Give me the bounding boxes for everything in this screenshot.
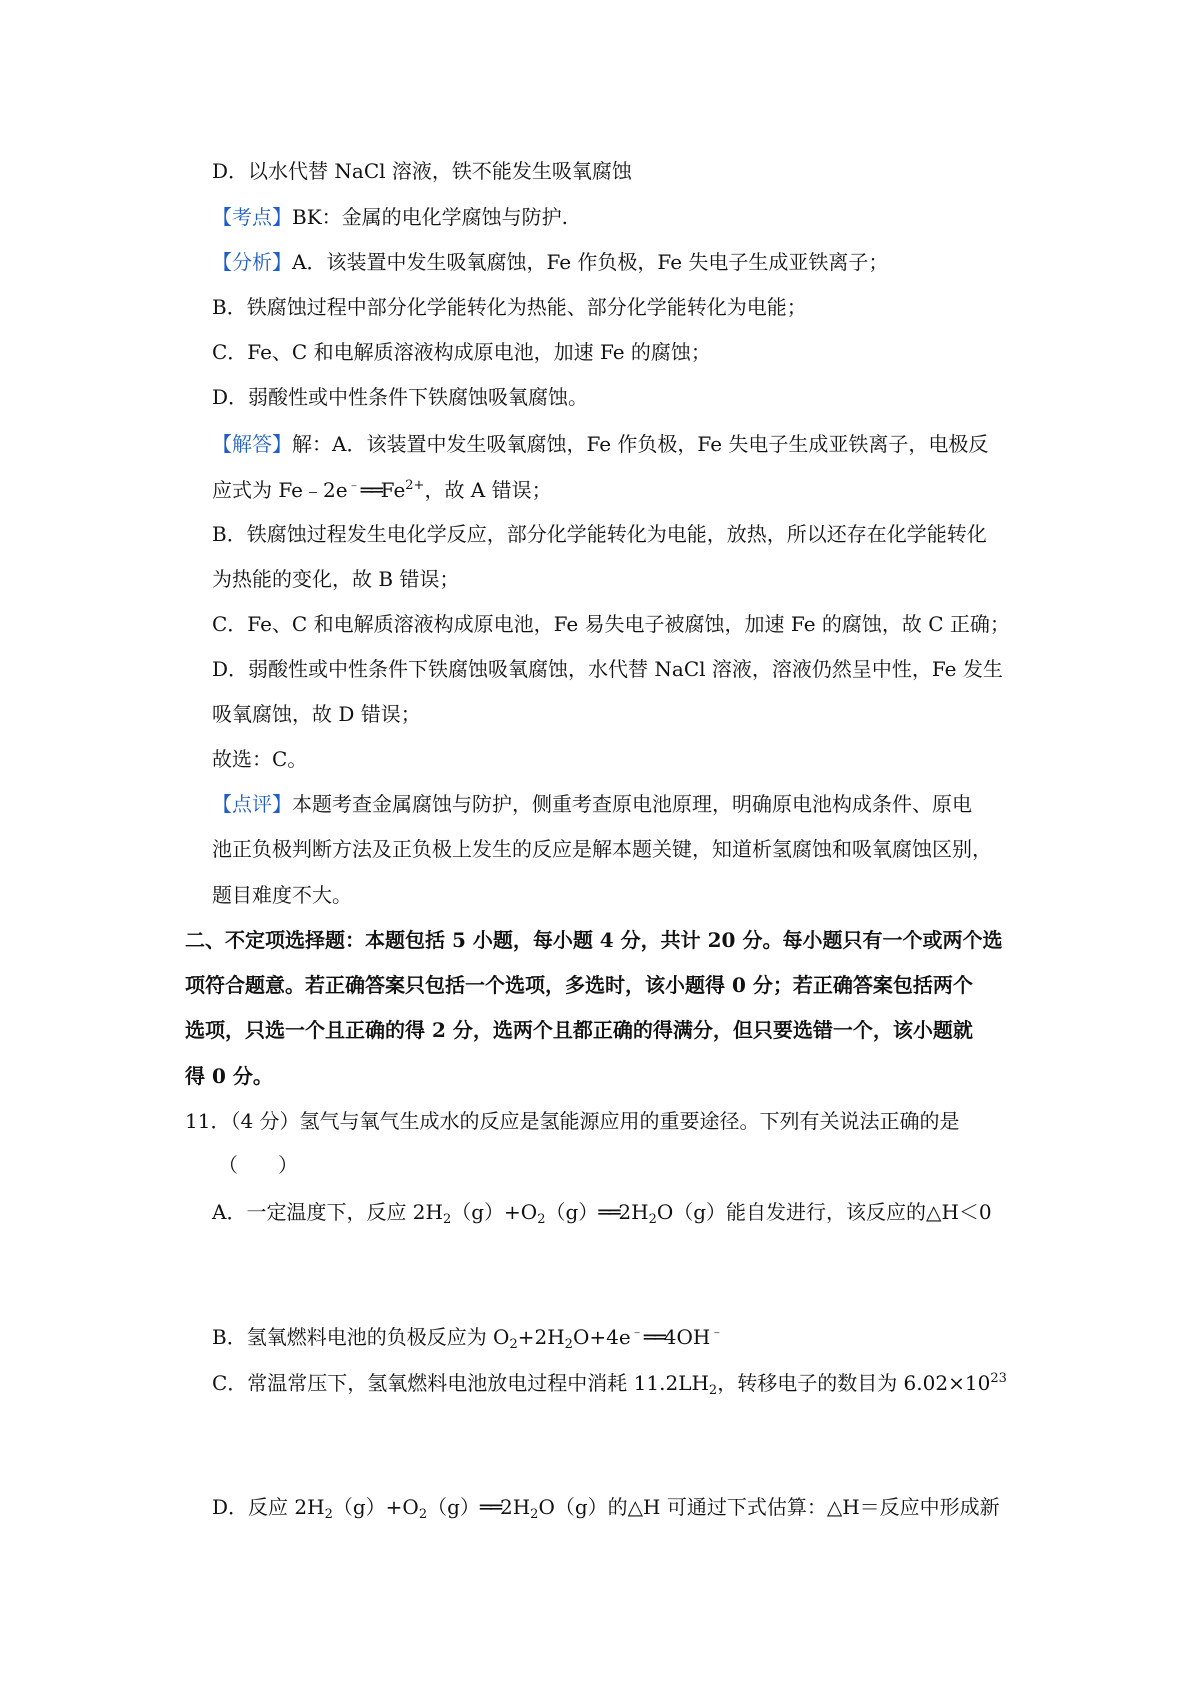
jieda-line-2	[212, 476, 552, 504]
kaodian-line	[212, 203, 568, 231]
q11-b-t1: B．氢氧燃料电池的负极反应为 O	[212, 1325, 510, 1349]
q11-b-t2: +2H	[517, 1325, 565, 1349]
q11-b-sup2: ﹣	[710, 1325, 724, 1340]
jieda-d1: D．弱酸性或中性条件下铁腐蚀吸氧腐蚀，水代替 NaCl 溶液，溶液仍然呈中性，Fe 发生	[212, 657, 1003, 681]
jieda-b1: B．铁腐蚀过程发生电化学反应，部分化学能转化为电能，放热，所以还存在化学能转化	[212, 522, 987, 546]
dianping-l3: 题目难度不大。	[212, 883, 352, 907]
q11-b-t4: 4OH	[663, 1325, 711, 1349]
dianping-tag: 【点评】	[212, 792, 292, 816]
fenxi-a: A．该装置中发生吸氧腐蚀，Fe 作负极，Fe 失电子生成亚铁离子；	[292, 250, 889, 274]
q11-a-s2: 2	[537, 1212, 546, 1227]
q11-a-s1: 2	[442, 1212, 452, 1227]
q11-b-s2: 2	[564, 1337, 573, 1352]
q11-option-c	[212, 1369, 1007, 1397]
q11-d-t3: （g）	[427, 1495, 480, 1519]
q11-a-t5: O（g）能自发进行，该反应的△H＜0	[656, 1200, 992, 1224]
q11-option-a	[212, 1198, 992, 1226]
q11-a-t3: （g）	[545, 1200, 599, 1224]
q11-a-s3: 2	[648, 1212, 657, 1227]
fenxi-d: D．弱酸性或中性条件下铁腐蚀吸氧腐蚀。	[212, 385, 589, 409]
q11-c-t2: ，转移电子的数目为 6.02×10	[717, 1371, 991, 1395]
q11-stem-2: （ ）	[218, 1153, 298, 1177]
q11-d-s1: 2	[324, 1507, 333, 1522]
q11-d-t5: O（g）的△H 可通过下式估算：△H＝反应中形成新	[538, 1495, 1000, 1519]
q11-option-b	[212, 1323, 723, 1351]
q11-d-t1: D．反应 2H	[212, 1495, 325, 1519]
q11-option-d	[212, 1493, 1000, 1521]
q11-b-t3: O+4e	[572, 1325, 631, 1349]
q11-c-t1: C．常温常压下，氢氧燃料电池放电过程中消耗 11.2LH	[212, 1371, 709, 1395]
fenxi-c: C．Fe、C 和电解质溶液构成原电池，加速 Fe 的腐蚀；	[212, 340, 711, 364]
kaodian-text: BK：金属的电化学腐蚀与防护.	[292, 205, 568, 229]
dianping-line-1	[212, 790, 972, 818]
electron-charge-sup: ﹣	[347, 478, 361, 493]
jieda-answer: 故选：C。	[212, 747, 308, 771]
q11-d-s2: 2	[418, 1507, 428, 1522]
q11-d-s3: 2	[530, 1507, 539, 1522]
q11-d-t2: （g）+O	[332, 1495, 419, 1519]
q11-d-equals: ══	[479, 1495, 500, 1519]
q11-c-s1: 2	[708, 1383, 718, 1398]
iron-symbol: Fe	[380, 478, 406, 502]
q11-c-sup: 23	[990, 1371, 1007, 1386]
dianping-l1: 本题考查金属腐蚀与防护，侧重考查原电池原理，明确原电池构成条件、原电	[292, 792, 972, 816]
jieda-a1: 解：A．该装置中发生吸氧腐蚀，Fe 作负极，Fe 失电子生成亚铁离子，电极反	[292, 432, 989, 456]
jieda-a2-post: ，故 A 错误；	[424, 478, 552, 502]
q11-a-t2: （g）+O	[451, 1200, 538, 1224]
jieda-c: C．Fe、C 和电解质溶液构成原电池，Fe 易失电子被腐蚀，加速 Fe 的腐蚀，故 C 正确；	[212, 612, 1010, 636]
jieda-a2-pre: 应式为 Fe﹣2e	[212, 478, 348, 502]
jieda-line-1	[212, 430, 988, 458]
q11-d-t4: 2H	[500, 1495, 531, 1519]
q11-a-t4: 2H	[618, 1200, 649, 1224]
q11-a-equals: ══	[598, 1200, 619, 1224]
jieda-tag: 【解答】	[212, 432, 292, 456]
equals-sign: ══	[360, 478, 381, 502]
q10-option-d: D．以水代替 NaCl 溶液，铁不能发生吸氧腐蚀	[212, 159, 632, 183]
section2-heading-l3: 选项，只选一个且正确的得 2 分，选两个且都正确的得满分，但只要选错一个，该小题就	[185, 1018, 973, 1042]
jieda-b2: 为热能的变化，故 B 错误；	[212, 567, 460, 591]
iron-charge-sup: 2+	[405, 478, 425, 493]
fenxi-line-a	[212, 248, 888, 276]
fenxi-b: B．铁腐蚀过程中部分化学能转化为热能、部分化学能转化为电能；	[212, 295, 807, 319]
fenxi-tag: 【分析】	[212, 250, 292, 274]
section2-heading-l2: 项符合题意。若正确答案只包括一个选项，多选时，该小题得 0 分；若正确答案包括两个	[185, 973, 973, 997]
section2-heading-l4: 得 0 分。	[185, 1064, 273, 1088]
q11-b-s1: 2	[509, 1337, 518, 1352]
kaodian-tag: 【考点】	[212, 205, 292, 229]
q11-b-sup1: ﹣	[630, 1325, 644, 1340]
section2-heading-l1: 二、不定项选择题：本题包括 5 小题，每小题 4 分，共计 20 分。每小题只有一个或两个选	[185, 928, 1003, 952]
jieda-d2: 吸氧腐蚀，故 D 错误；	[212, 702, 421, 726]
q11-b-equals: ══	[643, 1325, 664, 1349]
q11-a-t1: A．一定温度下，反应 2H	[212, 1200, 443, 1224]
q11-stem-1: 11．（4 分）氢气与氧气生成水的反应是氢能源应用的重要途径。下列有关说法正确的是	[185, 1109, 960, 1133]
dianping-l2: 池正负极判断方法及正负极上发生的反应是解本题关键，知道析氢腐蚀和吸氧腐蚀区别，	[212, 837, 992, 861]
